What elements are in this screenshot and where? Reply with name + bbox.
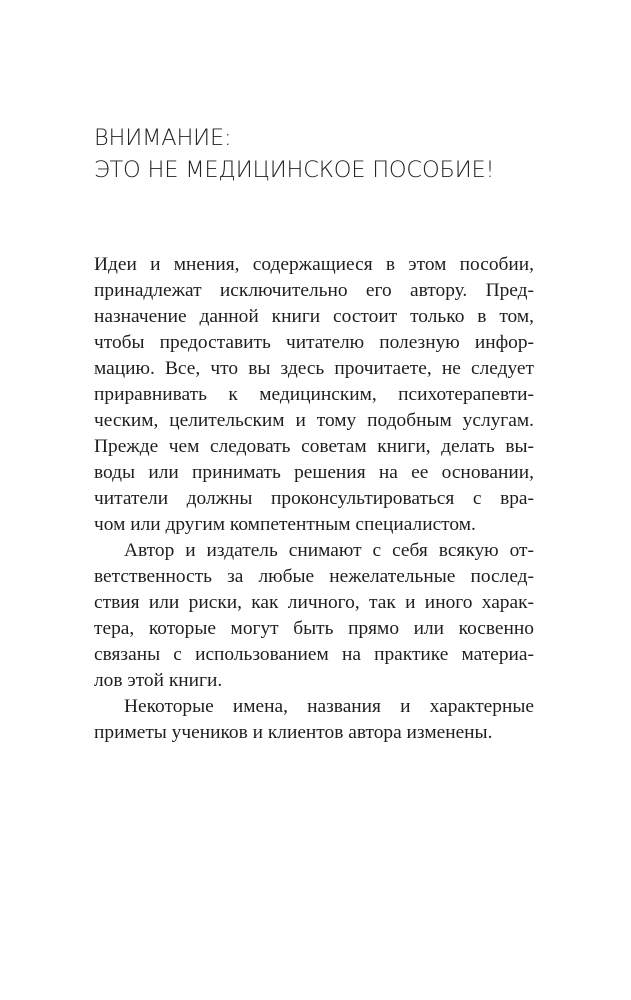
- text-line: связаны с использованием на практике материа-: [94, 644, 534, 665]
- text-line: приметы учеников и клиентов автора изменены.: [94, 722, 493, 743]
- text-line: Идеи и мнения, содержащиеся в этом пособии,: [94, 254, 534, 275]
- warning-heading-line-2: ЭТО НЕ МЕДИЦИНСКОЕ ПОСОБИЕ!: [94, 157, 495, 183]
- text-line: лов этой книги.: [94, 670, 223, 691]
- text-line: Автор и издатель снимают с себя всякую от-: [124, 540, 534, 561]
- disclaimer-body: [94, 252, 534, 746]
- warning-heading-line-1: ВНИМАНИЕ:: [94, 125, 232, 151]
- text-line: читатели должны проконсультироваться с вра-: [94, 488, 534, 509]
- disclaimer-paragraph-2: [94, 538, 534, 694]
- text-line: принадлежат исключительно его автору. Пред-: [94, 280, 534, 301]
- page-content: [94, 122, 534, 746]
- text-line: тера, которые могут быть прямо или косвенно: [94, 618, 534, 639]
- disclaimer-paragraph-1: [94, 252, 534, 538]
- text-line: ветственность за любые нежелательные послед-: [94, 566, 534, 587]
- text-line: назначение данной книги состоит только в том,: [94, 306, 534, 327]
- text-line: чтобы предоставить читателю полезную инфор-: [94, 332, 534, 353]
- text-line: чом или другим компетентным специалистом.: [94, 514, 476, 535]
- text-line: ствия или риски, как личного, так и иного харак-: [94, 592, 534, 613]
- text-line: мацию. Все, что вы здесь прочитаете, не следует: [94, 358, 534, 379]
- warning-heading: [94, 122, 534, 186]
- text-line: Прежде чем следовать советам книги, делать вы-: [94, 436, 534, 457]
- text-line: воды или принимать решения на ее основании,: [94, 462, 534, 483]
- text-line: приравнивать к медицинским, психотерапевти-: [94, 384, 534, 405]
- text-line: Некоторые имена, названия и характерные: [124, 696, 534, 717]
- disclaimer-paragraph-3: [94, 694, 534, 746]
- text-line: ческим, целительским и тому подобным услугам.: [94, 410, 534, 431]
